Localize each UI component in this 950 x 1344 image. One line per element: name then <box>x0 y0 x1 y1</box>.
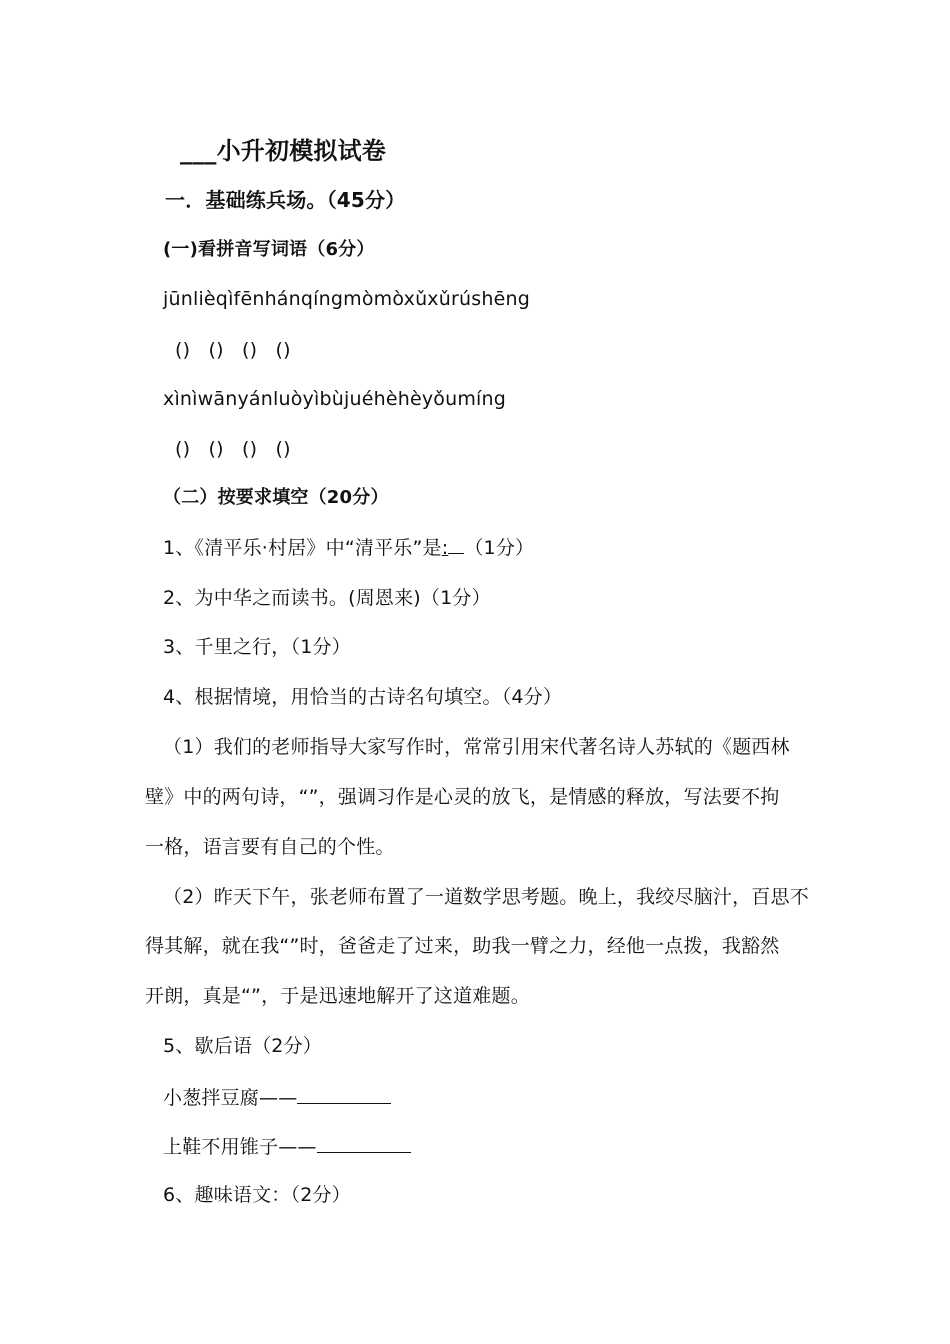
question-1-points: （1分） <box>464 537 535 559</box>
answer-blank[interactable] <box>317 1132 411 1153</box>
question-3: 3、千里之行，（1分） <box>163 636 351 658</box>
question-5: 5、歇后语（2分） <box>163 1035 322 1057</box>
answer-paren[interactable]: () <box>275 438 291 460</box>
question-1-blank[interactable]: : <box>441 537 449 559</box>
answer-paren[interactable]: () <box>241 438 258 460</box>
question-4: 4、根据情境，用恰当的古诗名句填空。（4分） <box>163 686 563 708</box>
question-2: 2、为中华之而读书。(周恩来)（1分） <box>163 587 491 609</box>
question-5-b-text: 上鞋不用锥子—— <box>163 1136 317 1158</box>
title-text: 小升初模拟试卷 <box>216 137 387 165</box>
answer-paren[interactable]: () <box>208 339 224 361</box>
question-1 <box>163 535 534 561</box>
part1-heading: (一)看拼音写词语（6分） <box>163 239 375 260</box>
answer-paren[interactable]: () <box>241 339 258 361</box>
title-blank: ___ <box>180 137 217 165</box>
pinyin-row-2: xìnìwānyánluòyìbùjuéhèhèyǒumíng <box>163 388 507 410</box>
question-4-1-line-1: （1）我们的老师指导大家写作时，常常引用宋代著名诗人苏轼的《题西林 <box>163 736 790 758</box>
question-4-2-line-2: 得其解，就在我“”时，爸爸走了过来，助我一臂之力，经他一点拨，我豁然 <box>145 935 780 957</box>
answer-blank[interactable] <box>297 1083 391 1104</box>
answer-parens-row-2 <box>175 436 303 462</box>
answer-paren[interactable]: () <box>208 438 224 460</box>
underline-blank[interactable] <box>448 535 464 554</box>
answer-paren[interactable]: () <box>275 339 291 361</box>
question-4-1-line-3: 一格，语言要有自己的个性。 <box>145 836 395 858</box>
answer-paren[interactable]: () <box>175 438 191 460</box>
question-5-a <box>163 1083 391 1111</box>
question-6: 6、趣味语文：（2分） <box>163 1184 351 1206</box>
question-1-text: 1、《清平乐·村居》中“清平乐”是 <box>163 537 442 559</box>
question-5-b <box>163 1132 411 1160</box>
answer-parens-row-1 <box>175 337 303 363</box>
question-4-2-line-1: （2）昨天下午，张老师布置了一道数学思考题。晚上，我绞尽脑汁，百思不 <box>163 886 809 908</box>
section1-heading: 一．基础练兵场。（45分） <box>165 188 406 212</box>
answer-paren[interactable]: () <box>175 339 191 361</box>
question-4-2-line-3: 开朗，真是“”，于是迅速地解开了这道难题。 <box>145 985 530 1007</box>
question-4-1-line-2: 壁》中的两句诗，“”，强调习作是心灵的放飞，是情感的释放，写法要不拘 <box>145 786 780 808</box>
pinyin-row-1: jūnlièqìfēnhánqíngmòmòxǔxǔrúshēng <box>163 288 530 310</box>
question-5-a-text: 小葱拌豆腐—— <box>163 1087 298 1109</box>
part2-heading: （二）按要求填空（20分） <box>163 487 389 508</box>
page-title <box>180 136 386 166</box>
